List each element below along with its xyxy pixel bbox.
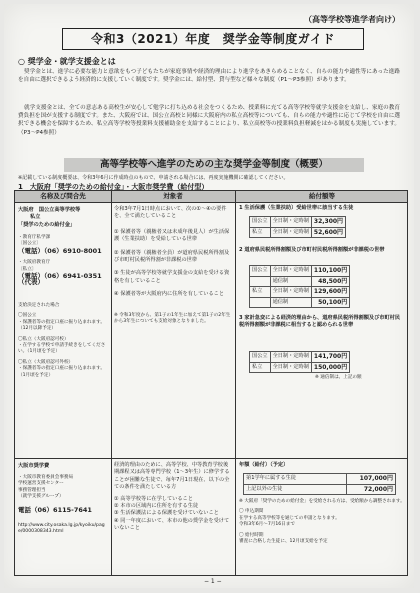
table-row — [250, 287, 350, 298]
payment-method-line: ・保護者等の指定口座に振り込まれます。（1月頃を予定） — [18, 366, 105, 378]
table-row — [250, 276, 350, 287]
payment-method-line: ・保護者等の指定口座に振り込まれます。（12月以降予定） — [18, 319, 105, 332]
pay-detail-line: ※ 大阪府「奨学のための給付金」を受給される方は、受給額から調整されます。 — [239, 499, 405, 504]
table-cell: 52,600円 — [311, 227, 345, 238]
table-cell: 国公立 — [250, 217, 271, 228]
payment-method-line: 〇国公立 — [18, 313, 37, 319]
table-cell — [250, 276, 271, 287]
table-row — [250, 352, 350, 363]
row2-contacts — [18, 475, 110, 501]
payment-method-line: 〇私立（大阪府認可校） — [18, 336, 69, 342]
contact-line: 〔私立〕 — [18, 266, 37, 272]
section-heading: ○ 奨学金・就学支援金とは — [18, 57, 116, 66]
contact-line: ・大阪府教育庁 — [18, 260, 51, 266]
table-row — [244, 484, 396, 495]
row2-pay-table — [243, 473, 396, 495]
table-cell: 72,000円 — [347, 484, 396, 495]
row1-pay-title-2: 2 道府県民税所得割額及び市町村民税所得割額が非課税の世帯 — [239, 247, 385, 253]
table-cell: 全日制・定時制 — [270, 352, 311, 363]
target-line: ③ 生活保護法による保護を受けていないこと — [114, 510, 219, 517]
row2-target — [114, 462, 232, 533]
pay-table-1 — [249, 216, 346, 238]
table-cell: 48,500円 — [311, 276, 349, 287]
contact-line: 〔国公立〕 — [18, 241, 41, 247]
row2-pay-title: 年額（給付）（予定） — [239, 462, 289, 468]
pay-detail-line: 在学する高等学校等を通じての申請となります。 — [239, 515, 340, 521]
table-header — [15, 191, 407, 203]
subsection-title: 1 大阪府「奨学のための給付金」・大阪市奨学費（給付型） — [18, 183, 209, 191]
row1-name-line: 私立 — [30, 214, 41, 221]
document-page — [4, 4, 414, 588]
header-name: 名称及び問合先 — [40, 192, 86, 200]
table-cell: 150,000円 — [311, 362, 349, 373]
row1-name-line: 大阪府 国公立高等学校等 — [18, 207, 81, 213]
table-cell — [250, 297, 271, 308]
row1-target — [114, 206, 232, 325]
row2-phone: 電話（06）6115-7641 — [18, 506, 92, 514]
intro-paragraph-1: 奨学金とは、進学に必要な能力と意欲をもつ子どもたちが家庭事情や経済的理由により進学をあきらめることなく、自らの能力や適性等にあった進路を自由に選択できるよう経済的に支援していく制度です。奨学金には、給付型、貸与型など様々な制度（P1〜P3参照）があります。 — [18, 69, 400, 84]
table-cell: 全日制・定時制 — [270, 227, 311, 238]
row1-pay-title-1: 1 生活保護（生業扶助）受給世帯に該当する生徒 — [239, 205, 354, 211]
payment-method-title: 支給決定された場合 — [18, 303, 60, 308]
row1-payment-method — [18, 303, 108, 379]
intro-paragraph-2: 就学支援金とは、全ての意志ある高校生が安心して勉学に打ち込める社会をつくるため、授業料に充てる高等学校等就学支援金を支給し、家庭の教育費負担を国が支援する制度です。また、大阪府では、国公立高校と同様に大阪府内の私立高校等についても、自らの能力や適性に応じて学校を自由に選択できる機会を保障するため、私立高等学校等授業料支援補助金を支給することにより、私立高校等の授業料負担軽減をはかる制度も実施しています。（P3〜P4参照） — [18, 105, 400, 136]
target-line: ④ 保護者等が大阪府内に住所を有していること — [114, 291, 225, 298]
table-cell: 全日制・定時制 — [270, 217, 311, 228]
contact-line: ・大阪市教育委員会事務局 — [18, 475, 74, 480]
section-banner: 高等学校等へ進学のための主な奨学金等制度（概要） — [64, 158, 364, 172]
table-cell: 141,700円 — [311, 352, 349, 363]
table-cell: 私立 — [250, 287, 271, 298]
table-cell: 国公立 — [250, 266, 271, 277]
table-cell: 50,100円 — [311, 297, 349, 308]
table-cell: 32,300円 — [311, 217, 345, 228]
table-row — [250, 227, 346, 238]
table-cell: 全日制・定時制 — [270, 287, 311, 298]
target-line: ② 保護者等（親権者全員）が道府県民税所得割及び市町村民税所得割が非課税の世帯 — [114, 249, 230, 264]
target-line: ① 高等学校等に在学していること — [114, 495, 193, 502]
table-cell: 上記以外の生徒 — [244, 484, 347, 495]
pay-detail-line: 令和3年6月〜7月16日まで — [239, 522, 295, 528]
contact-phone: （電話）（06）6910-8001 — [18, 246, 102, 255]
table-row — [244, 474, 396, 485]
pay-detail-line: 〇 給付時期 — [239, 532, 264, 538]
pay-table-3 — [249, 351, 350, 373]
table-cell: 通信制 — [270, 276, 311, 287]
pay-note: ※ 通信制は、上記の額 — [315, 375, 362, 380]
table-row — [250, 297, 350, 308]
target-line: 経済的理由のために、高等学校、中等教育学校後期課程又は高等専門学校（1〜3年生）に修学することが困難な生徒で、毎年7月1日現在、以下の全ての条件を満たしている方 — [114, 462, 230, 491]
pay-detail-line: 〇 申込期間 — [239, 509, 264, 515]
contact-line: （就学支援グループ） — [18, 494, 64, 500]
target-line: ② 本市の区域内に住所を有する生徒 — [114, 503, 199, 510]
target-line: ③ 生徒が高等学校等就学支援金の支給を受ける資格を有していること — [114, 270, 230, 284]
page-number: − 1 − — [204, 578, 222, 585]
table-cell: 国公立 — [250, 352, 271, 363]
row1-pay-title-3: 3 家計急変による経済的理由から、道府県民税所得割額及び市町村民税所得割額が非課税に相当すると認められる世帯 — [239, 315, 401, 329]
note-1: ※記載している制度概要は、令和3年6月に作成時点のもので、申請される場合には、再度実施機関に確認してください。 — [18, 175, 289, 181]
table-cell: 私立 — [250, 227, 271, 238]
table-row — [250, 217, 346, 228]
target-line: ※ 令和3年度から、第1子の1年生に加えて第1子の2年生から3年生についても支給対象となりました。 — [114, 312, 231, 325]
pay-detail-line: 審査に合格した生徒に、12月頃支給を予定 — [239, 539, 328, 545]
table-cell: 110,100円 — [311, 266, 349, 277]
table-row — [250, 362, 350, 373]
pay-table-2 — [249, 265, 350, 308]
scholarship-table — [14, 190, 408, 576]
page-title: 令和3（2021）年度 奨学金等制度ガイド — [62, 28, 364, 50]
row2-url[interactable]: http://www.city.osaka.lg.jp/kyoiku/page/0000308343.html — [18, 523, 105, 535]
table-cell: 第1学年に属する生徒 — [244, 474, 347, 485]
payment-method-line: 〇私立（大阪府認可外校） — [18, 359, 74, 365]
audience-label: （高等学校等進学者向け） — [304, 15, 400, 24]
table-row — [250, 266, 350, 277]
table-cell: 全日制・定時制 — [270, 266, 311, 277]
target-line: ④ 同一年度において、本市の他の奨学金を受けていないこと — [114, 517, 230, 532]
table-cell: 私立 — [250, 362, 271, 373]
row1-name-line: 「奨学のための給付金」 — [18, 221, 76, 228]
row1-name — [18, 207, 110, 229]
row2-pay-details — [239, 499, 405, 545]
target-line: 令和3年7月1日時点において、次の①〜④の要件を、全て満たしていること — [114, 206, 227, 220]
row1-contacts — [18, 235, 110, 286]
table-cell: 129,600円 — [311, 287, 349, 298]
row2-name: 大阪市奨学費 — [18, 463, 50, 469]
table-cell: 107,000円 — [347, 474, 396, 485]
contact-line: 事務管理担当 — [18, 487, 46, 493]
contact-line: ・教育庁私学課 — [18, 235, 51, 240]
header-payment: 給付額等 — [309, 192, 335, 200]
contact-line: 学校運営支援センター — [18, 481, 64, 487]
payment-method-line: ・在学する学校で申請手続きをしてください。（1月頃を予定） — [18, 343, 106, 355]
table-cell: 通信制 — [270, 297, 311, 308]
target-line: ① 保護者等（親権者又は未成年後見人）が生活保護（生業扶助）を受給している世帯 — [114, 228, 230, 243]
header-target: 対象者 — [163, 192, 183, 200]
table-cell: 全日制・定時制 — [270, 362, 311, 373]
contact-phone: （電話）（06）6941-0351（代表） — [18, 272, 102, 287]
